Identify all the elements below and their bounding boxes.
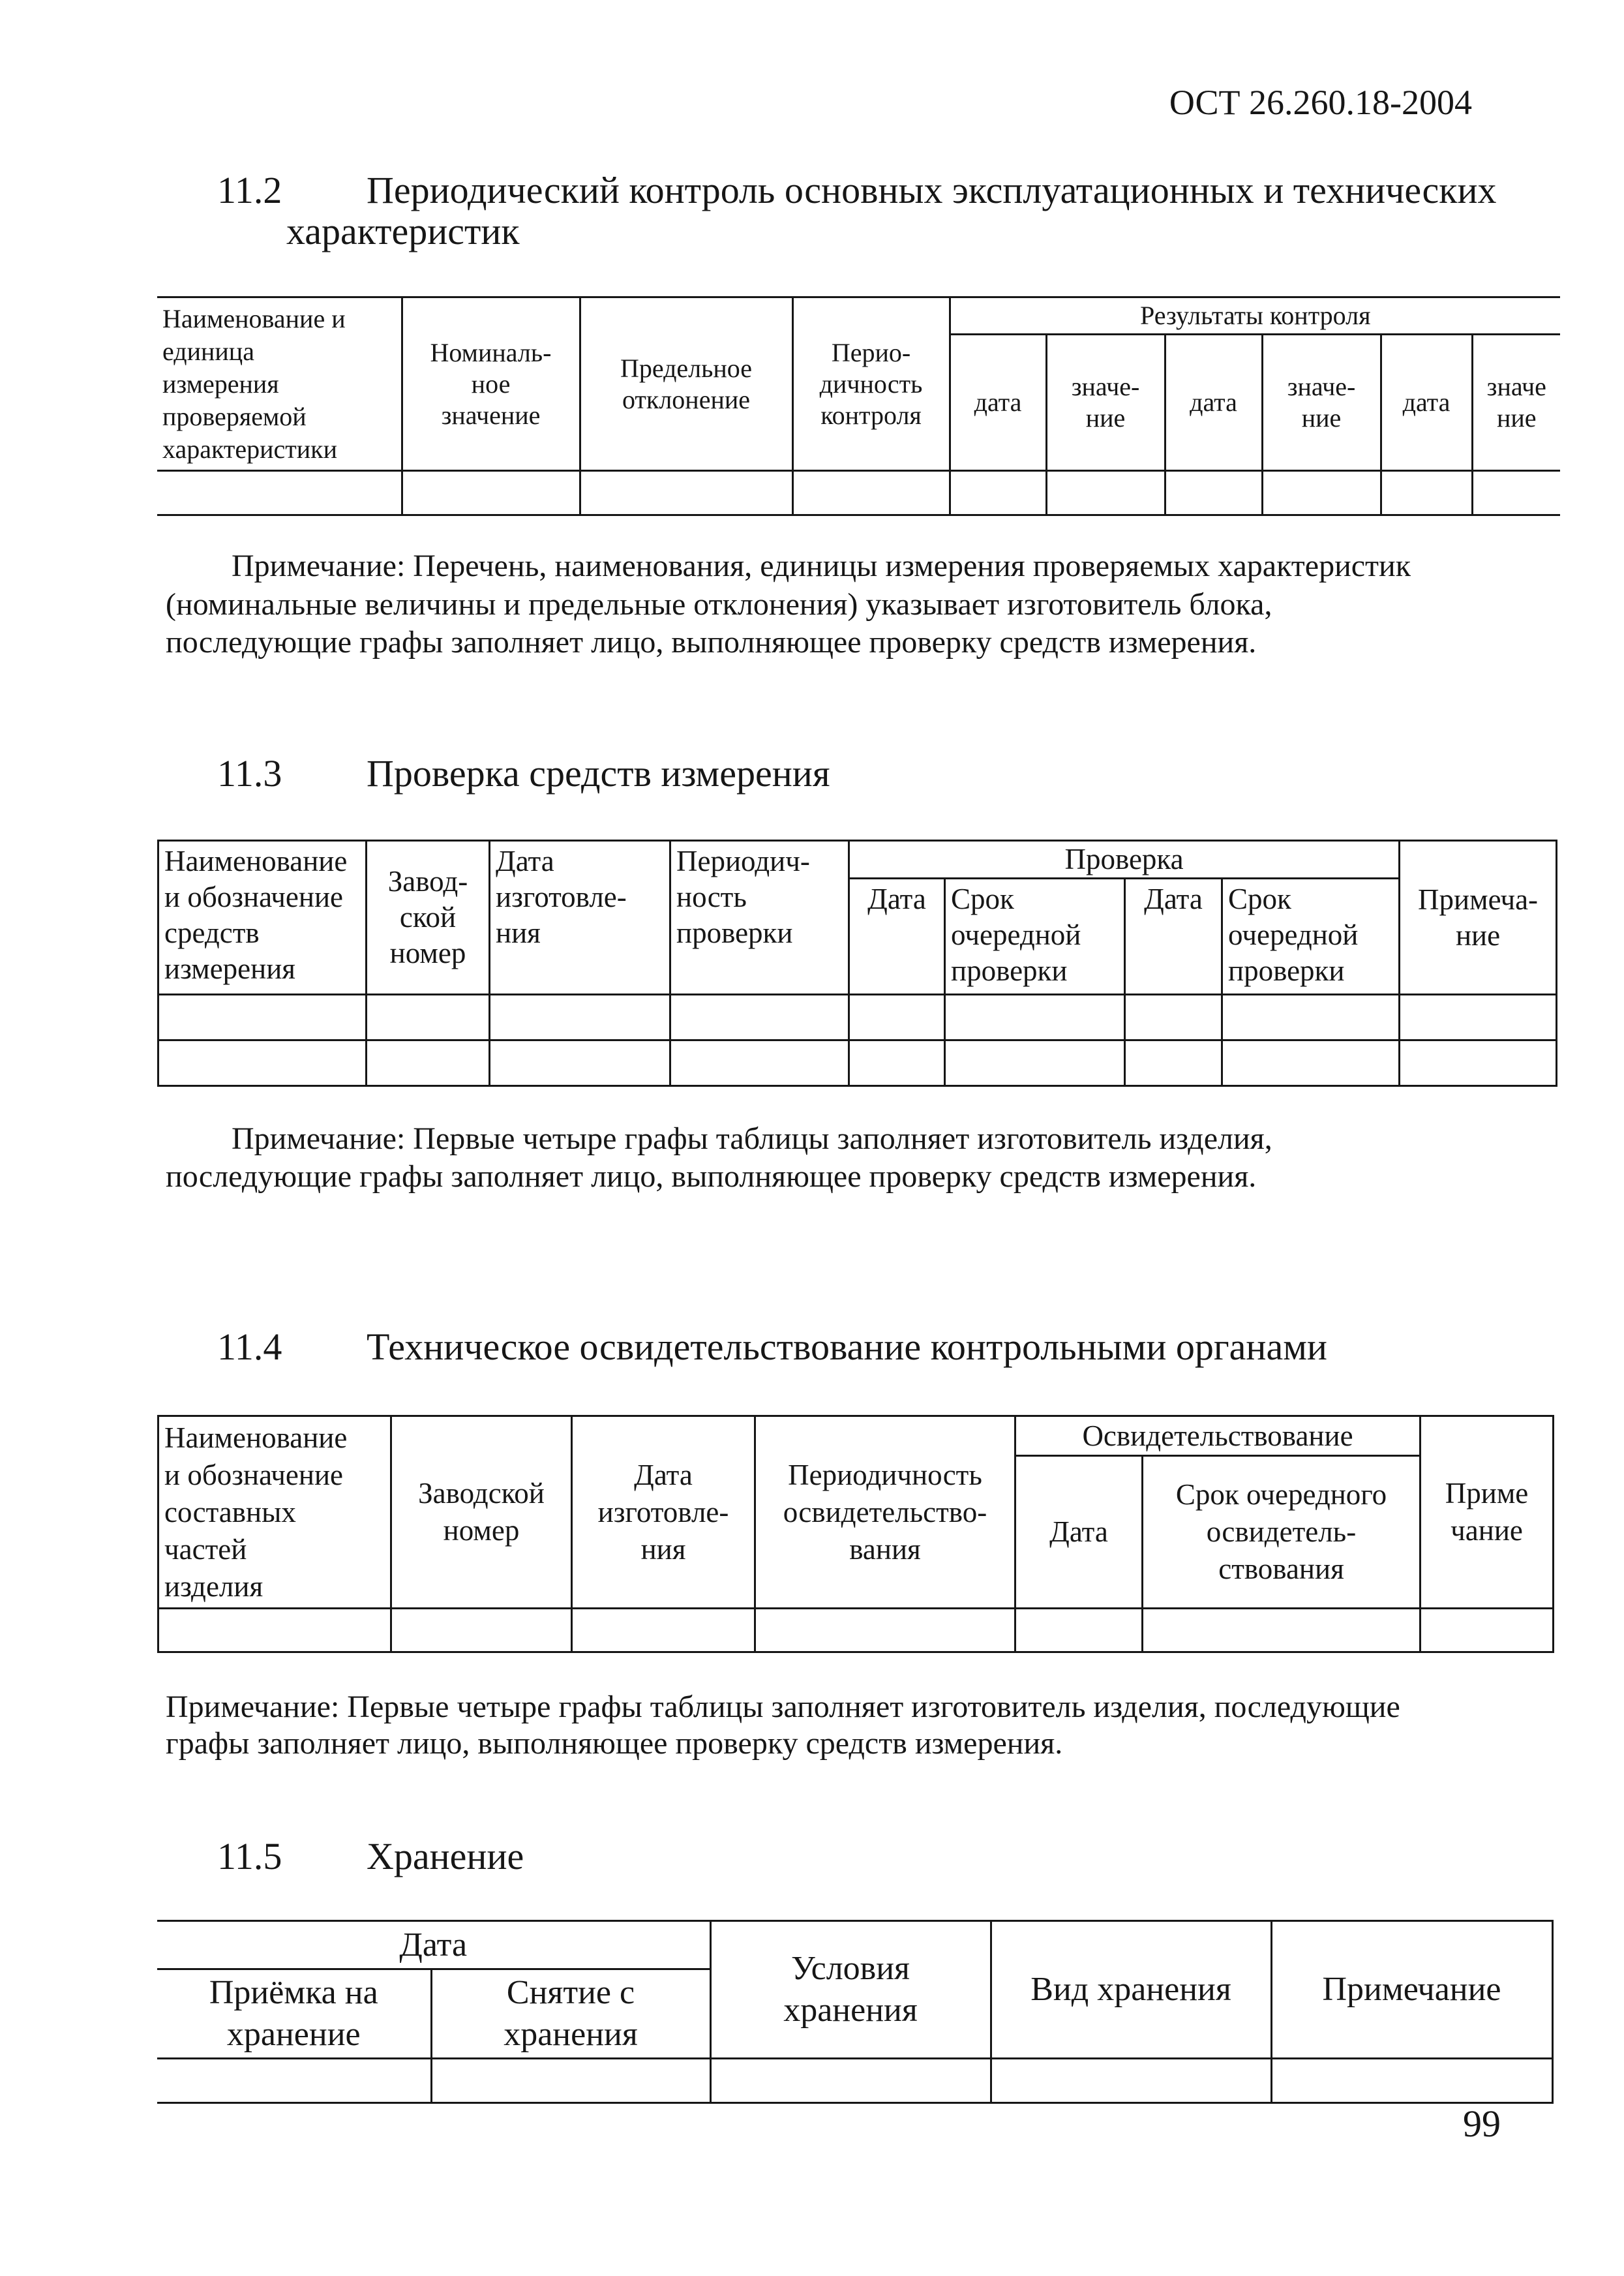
data-cell [670,995,849,1040]
header-next-check: Срок очередной проверки [1222,879,1400,995]
data-cell [1046,471,1165,515]
data-cell [580,471,792,515]
data-cell [849,995,945,1040]
header-control-results: Результаты контроля [950,297,1560,335]
data-cell [157,471,402,515]
note-line: графы заполняет лицо, выполняющее проверку средств измерения. [166,1726,1063,1761]
header-check-date: Дата [849,879,945,995]
header-remark: Примечание [1271,1921,1552,2059]
header-date-group: Дата [157,1921,710,1969]
data-cell [1472,471,1560,515]
data-cell [1015,1609,1143,1652]
header-result-value: значе- ние [1046,335,1165,471]
data-cell [991,2059,1271,2103]
header-storage-type: Вид хранения [991,1921,1271,2059]
section-title: Хранение [367,1835,524,1877]
data-cell [670,1040,849,1086]
header-instrument-name: Наименование и обозначение средств измерения [158,841,367,995]
section-number: 11.3 [217,752,282,795]
data-cell [431,2059,710,2103]
header-manufacture-date: Дата изготовле- ния [572,1416,755,1609]
data-cell [367,1040,490,1086]
data-cell [1400,1040,1557,1086]
table-row [158,1609,1554,1652]
page-number: 99 [1463,2102,1501,2145]
data-cell [158,995,367,1040]
section-title: Периодический контроль основных эксплуатационных и технических [367,169,1497,211]
measuring-instruments-table [157,840,1557,1087]
table-row [158,995,1557,1040]
document-code: ОСТ 26.260.18-2004 [1169,83,1472,122]
header-component-name: Наименование и обозначение составных частей изделия [158,1416,391,1609]
note-line: Примечание: Первые четыре графы таблицы заполняет изготовитель изделия, [232,1121,1272,1156]
header-certification-periodicity: Периодичность освидетельство- вания [755,1416,1015,1609]
data-cell [391,1609,572,1652]
data-cell [1222,1040,1400,1086]
header-characteristic-name: Наименование и единица измерения проверяемой характеристики [157,297,402,471]
data-cell [1125,995,1222,1040]
section-number: 11.4 [217,1326,282,1368]
data-cell [849,1040,945,1086]
data-cell [1262,471,1381,515]
section-title: Техническое освидетельствование контрольными органами [367,1326,1327,1368]
storage-table [157,1920,1554,2104]
header-result-date: дата [1165,335,1262,471]
note-line: последующие графы заполняет лицо, выполняющее проверку средств измерения. [166,1159,1257,1194]
data-cell [490,1040,670,1086]
header-result-value: значе- ние [1262,335,1381,471]
data-cell [755,1609,1015,1652]
header-certification-group: Освидетельствование [1015,1416,1421,1456]
data-cell [157,2059,431,2103]
data-cell [367,995,490,1040]
header-certification-date: Дата [1015,1456,1143,1609]
note-line: Примечание: Первые четыре графы таблицы заполняет изготовитель изделия, последующие [166,1690,1400,1724]
table-row [158,1040,1557,1086]
data-cell [490,995,670,1040]
data-cell [1271,2059,1552,2103]
header-remark: Примеча- ние [1400,841,1557,995]
data-cell [158,1609,391,1652]
data-cell [1143,1609,1421,1652]
data-cell [1400,995,1557,1040]
header-check-periodicity: Периодич- ность проверки [670,841,849,995]
header-serial-number: Заводской номер [391,1416,572,1609]
header-check-group: Проверка [849,841,1400,879]
table-row [157,2059,1552,2103]
periodic-control-table [157,296,1560,516]
header-result-value: значе ние [1472,335,1560,471]
note-line: Примечание: Перечень, наименования, единицы измерения проверяемых характеристик [232,549,1411,583]
table-row [157,471,1560,515]
header-remark: Приме чание [1421,1416,1554,1609]
data-cell [402,471,580,515]
data-cell [1381,471,1472,515]
technical-certification-table [157,1415,1554,1653]
header-check-date: Дата [1125,879,1222,995]
data-cell [1125,1040,1222,1086]
data-cell [792,471,950,515]
header-control-periodicity: Перио- дичность контроля [792,297,950,471]
header-storage-accepted: Приёмка на хранение [157,1969,431,2059]
data-cell [945,995,1125,1040]
section-title-continuation: характеристик [286,210,520,252]
header-manufacture-date: Дата изготовле- ния [490,841,670,995]
header-result-date: дата [1381,335,1472,471]
header-result-date: дата [950,335,1046,471]
section-title: Проверка средств измерения [367,752,830,795]
section-number: 11.2 [217,169,282,211]
section-number: 11.5 [217,1835,282,1877]
data-cell [572,1609,755,1652]
header-nominal-value: Номиналь- ное значение [402,297,580,471]
note-line: (номинальные величины и предельные отклонения) указывает изготовитель блока, [166,587,1272,622]
note-line: последующие графы заполняет лицо, выполняющее проверку средств измерения. [166,625,1257,660]
data-cell [950,471,1046,515]
header-storage-removed: Снятие с хранения [431,1969,710,2059]
data-cell [945,1040,1125,1086]
header-next-certification: Срок очередного освидетель- ствования [1143,1456,1421,1609]
data-cell [1421,1609,1554,1652]
data-cell [1165,471,1262,515]
header-serial-number: Завод- ской номер [367,841,490,995]
header-next-check: Срок очередной проверки [945,879,1125,995]
data-cell [710,2059,991,2103]
header-storage-conditions: Условия хранения [710,1921,991,2059]
data-cell [1222,995,1400,1040]
header-limit-deviation: Предельное отклонение [580,297,792,471]
data-cell [158,1040,367,1086]
